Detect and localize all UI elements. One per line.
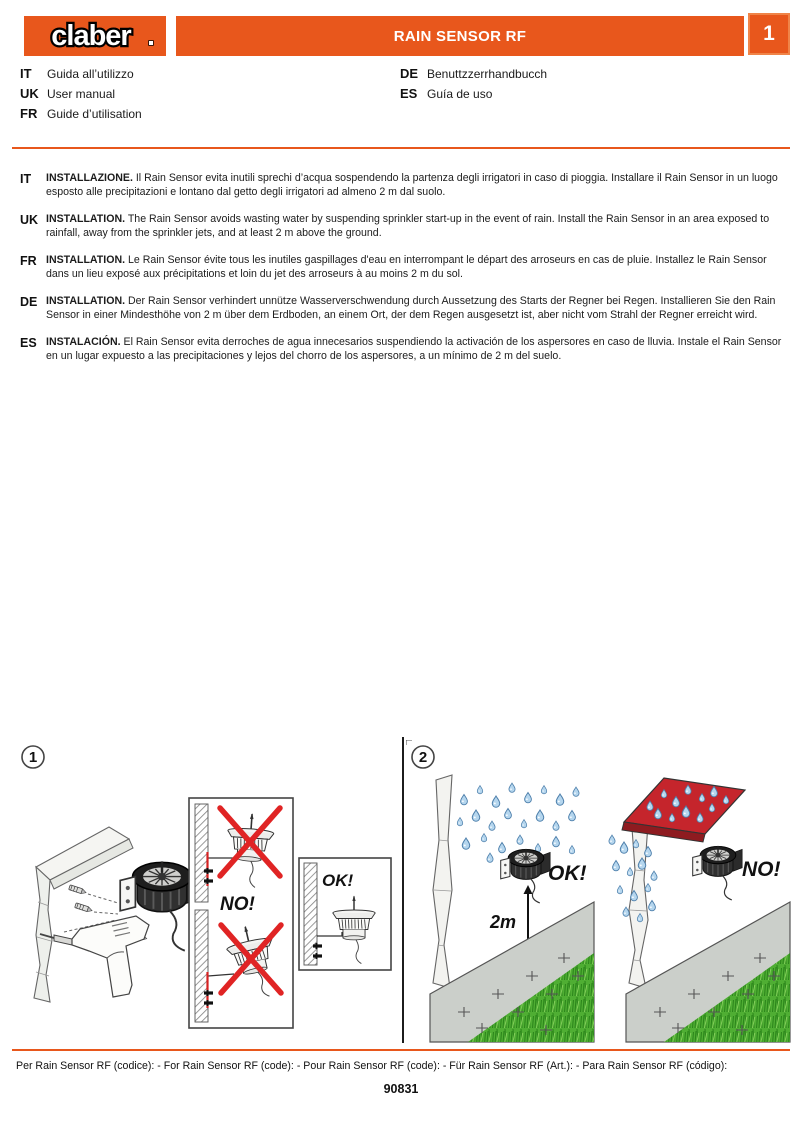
claber-logo-graphic [29,18,161,54]
language-label: Guide d’utilisation [47,107,142,121]
figure-1-number [22,746,44,768]
installation-sections [20,171,784,363]
section-fr [20,253,784,281]
language-label: Guía de uso [427,87,493,101]
section-text [46,253,784,281]
footer-codes-line: Per Rain Sensor RF (codice): - For Rain Sensor RF (code): - Pour Rain Sensor RF (code): - Für Rain Sensor RF (Art.): - Para Rain Sensor RF (código): [16,1060,728,1072]
figure-2-number [412,746,434,768]
section-it [20,171,784,199]
wall-icon [433,775,452,988]
section-text [46,294,784,322]
language-item [400,66,547,86]
ok-box [299,858,391,970]
section-es [20,335,784,363]
no-box [189,798,293,1028]
wall-anchor-icon [75,903,93,913]
section-text [46,171,784,199]
section-text [46,212,784,240]
no-label: NO! [220,894,255,915]
section-text [46,335,784,363]
section-body: The Rain Sensor avoids wasting water by suspending sprinkler start-up in the event of rain. Install the Rain Sensor in an area exposed to rainfall, away from the sprinkler jets, and at least 2 m above the ground. [46,213,770,239]
orange-rule-bottom [12,1049,790,1051]
ok-label: OK! [548,862,587,885]
language-item [400,86,547,106]
figure-2-placement [406,740,796,1053]
step-number-text: 1 [28,749,38,766]
section-code: DE [20,294,38,309]
section-body: Der Rain Sensor verhindert unnütze Wasserverschwendung durch Aussetzung des Starts der Regner bei Regen. Installieren Sie den Rain Sensor in einer Mindesthöhe von 2 m über dem Erdboden, an einem Ort, der dem Regen ausgesetzt ist, aber nicht vom Strahl der Regner erreicht wird. [46,295,776,321]
language-code: DE [400,66,419,81]
section-lead: INSTALLATION. [46,213,126,225]
claber-logo [24,16,166,56]
scene-ok [406,740,594,1042]
language-code: FR [20,106,38,121]
figure-1-illustration [16,740,400,1048]
product-code: 90831 [383,1082,419,1096]
section-code: FR [20,253,37,268]
wall-strip [304,863,317,965]
language-list-left [20,66,142,126]
section-uk [20,212,784,240]
rain-sensor-icon [693,846,742,900]
section-body: Le Rain Sensor évite tous les inutiles gaspillages d'eau en interrompant le départ des arroseurs en cas de pluie. Installez le Rain Sensor dans un lieu exposé aux précipitations et loin du jet des arroseurs à au moins 2 m du sol. [46,254,767,280]
section-lead: INSTALACIÓN. [46,336,121,348]
document-title: RAIN SENSOR RF [176,16,744,56]
scene-no [609,778,790,1042]
language-code: IT [20,66,32,81]
wall-strip [195,910,208,1022]
figure-divider [402,737,404,1043]
wall-icon [629,824,648,988]
no-label: NO! [742,858,781,881]
language-label: Guida all’utilizzo [47,67,134,81]
section-code: IT [20,171,32,186]
ok-label: OK! [322,871,354,890]
language-item [20,86,142,106]
section-code: ES [20,335,37,350]
language-item [20,106,142,126]
logo-trademark-dot [149,41,153,45]
section-lead: INSTALLAZIONE. [46,172,133,184]
height-label: 2m [490,912,517,932]
language-code: UK [20,86,39,101]
section-lead: INSTALLATION. [46,295,126,307]
figure-1-installation [16,740,400,1053]
step-number-text: 2 [418,749,428,766]
section-code: UK [20,212,39,227]
rain-sensor-icon [501,849,550,903]
drill-icon [40,916,149,997]
language-label: User manual [47,87,116,101]
wall-strip [195,804,208,902]
page-number-badge: 1 [748,13,790,55]
section-body: El Rain Sensor evita derroches de agua innecesarios suspendiendo la activación de los aspersores en caso de lluvia. Instale el Rain Sensor en un lugar expuesto a las precipitaciones y lejos del chorro de los aspersores, a un mínimo de 2 m del suelo. [46,336,782,362]
language-item [20,66,142,86]
section-lead: INSTALLATION. [46,254,126,266]
language-code: ES [400,86,418,101]
language-label: Benuttzzerrhandbucch [427,67,548,81]
figure-2-illustration [406,740,796,1048]
orange-rule-top [12,147,790,149]
claber-logo-text: claber [51,20,131,52]
language-list-right [400,66,547,106]
section-de [20,294,784,322]
wall-anchor-icon [69,885,87,895]
section-body: Il Rain Sensor evita inutili sprechi d’acqua sospendendo la partenza degli irrigatori in caso di pioggia. Installare il Rain Sensor in un luogo esposto alle precipitazioni e lontano dal getto degli irrigatori ad almeno 2 m dal suolo. [46,172,778,198]
